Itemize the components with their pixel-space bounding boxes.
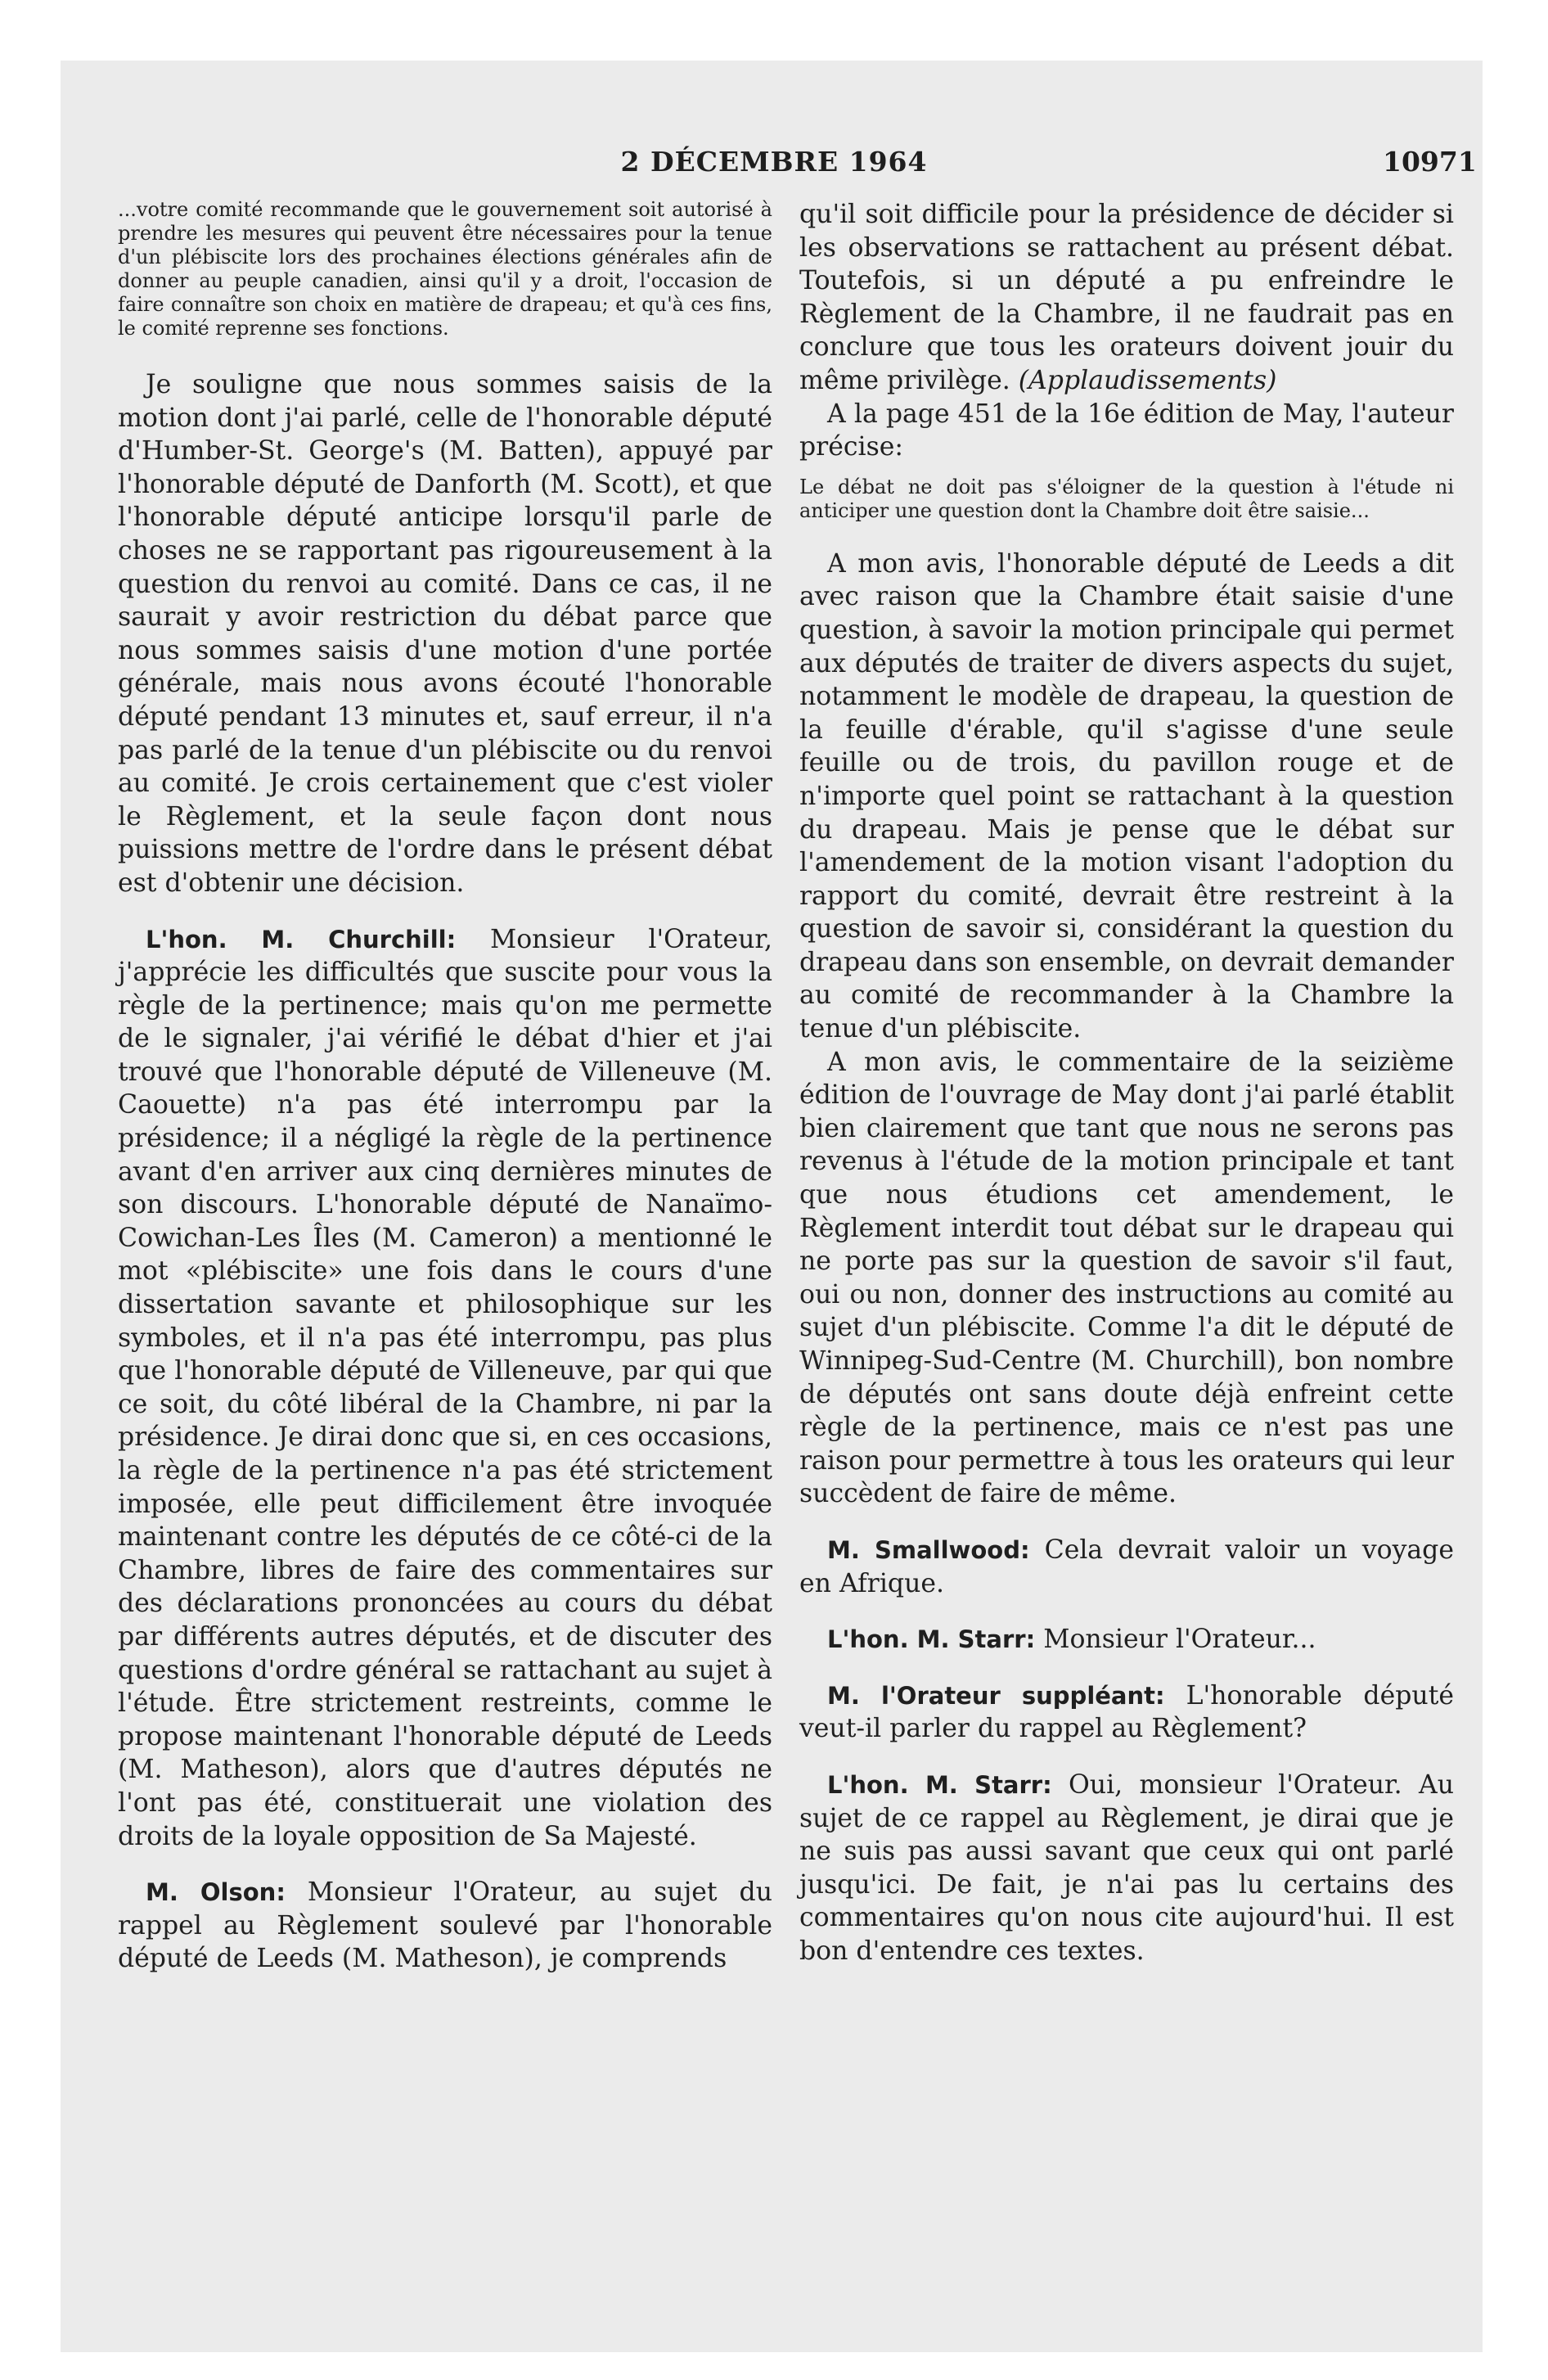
- speaker-starr-1: L'hon. M. Starr:: [827, 1625, 1036, 1654]
- paragraph-olson: [118, 1876, 772, 1976]
- paragraph-deputy-speaker: [799, 1679, 1454, 1746]
- olson-remarks: Monsieur l'Orateur, au sujet du rappel au Règlement soulevé par l'honorable député de Leeds (M. Matheson), je comprends: [118, 1877, 772, 1974]
- paragraph-may-reference: A la page 451 de la 16e édition de May, l'auteur précise:: [799, 399, 1454, 462]
- smallwood-remarks: Cela devrait valoir un voyage en Afrique.: [799, 1535, 1454, 1598]
- paragraph-opinion-leeds: A mon avis, l'honorable député de Leeds a dit avec raison que la Chambre était saisie d'une question, à savoir la motion principale qui permet aux députés de traiter de divers aspects du sujet, notamment le modèle de drapeau, la question de la feuille d'érable, qu'il s'agisse d'une seule feuille ou de trois, du pavillon rouge et de n'importe quel point se rattachant à la question du drapeau. Mais je pense que le débat sur l'amendement de la motion visant l'adoption du rapport du comité, devrait être restreint à la question de savoir si, considérant la question du drapeau dans son ensemble, on devrait demander au comité de recommander à la Chambre la tenue d'un plébiscite.: [799, 548, 1454, 1044]
- speaker-olson: M. Olson:: [146, 1878, 286, 1907]
- olson-continued-text: qu'il soit difficile pour la présidence de décider si les observations se rattachent au présent débat. Toutefois, si un député a pu enfreindre le Règlement de la Chambre, il ne faudrait pas en conclure que tous les orateurs doivent jouir du même privilège.: [799, 200, 1454, 395]
- starr-remarks-2: Oui, monsieur l'Orateur. Au sujet de ce rappel au Règlement, je dirai que je ne suis pas aussi savant que ceux qui ont parlé jusqu'ici. De fait, je n'ai pas lu certains des commentaires qu'on nous cite aujourd'hui. Il est bon d'entendre ces textes.: [799, 1769, 1454, 1966]
- paragraph-churchill: [118, 923, 772, 1854]
- speaker-starr-2: L'hon. M. Starr:: [827, 1770, 1052, 1799]
- paragraph-smallwood: [799, 1534, 1454, 1600]
- left-column: [118, 198, 772, 1976]
- churchill-remarks: Monsieur l'Orateur, j'apprécie les difficultés que suscite pour vous la règle de la pertinence; mais qu'on me permette de le signaler, j'ai vérifié le débat d'hier et j'ai trouvé que l'honorable député de Villeneuve (M. Caouette) n'a pas été interrompu par la présidence; il a négligé la règle de la pertinence avant d'en arriver aux cinq dernières minutes de son discours. L'honorable député de Nanaïmo-Cowichan-Les Îles (M. Cameron) a mentionné le mot «plébiscite» une fois dans le cours d'une dissertation savante et philosophique sur les symboles, et il n'a pas été interrompu, pas plus que l'honorable député de Villeneuve, par qui que ce soit, du côté libéral de la Chambre, ni par la présidence. Je dirai donc que si, en ces occasions, la règle de la pertinence n'a pas été strictement imposée, elle peut difficilement être invoquée maintenant contre les députés de ce côté-ci de la Chambre, libres de faire des commentaires sur des déclarations prononcées au cours du débat par différents autres députés, et de discuter des questions d'ordre général se rattachant au sujet à l'étude. Être strictement restreints, comme le propose maintenant l'honorable député de Leeds (M. Matheson), alors que d'autres députés ne l'ont pas été, constituerait une violation des droits de la loyale opposition de Sa Majesté.: [118, 924, 772, 1851]
- applause-note: (Applaudissements): [1018, 365, 1277, 395]
- paragraph-olson-continued: [799, 198, 1454, 398]
- committee-recommendation-quote: ...votre comité recommande que le gouvernement soit autorisé à prendre les mesures qui peuvent être nécessaires pour la tenue d'un plébiscite lors des prochaines élections générales afin de donner au peuple canadien, ainsi qu'il y a droit, l'occasion de faire connaître son choix en matière de drapeau; et qu'à ces fins, le comité reprenne ses fonctions.: [118, 198, 772, 340]
- starr-remarks-1: Monsieur l'Orateur...: [1035, 1625, 1316, 1655]
- paragraph-starr-1: [799, 1623, 1454, 1657]
- paragraph-starr-2: [799, 1769, 1454, 1968]
- paragraph-relevance-objection: Je souligne que nous sommes saisis de la motion dont j'ai parlé, celle de l'honorable député d'Humber-St. George's (M. Batten), appuyé par l'honorable député de Danforth (M. Scott), et que l'honorable député anticipe lorsqu'il parle de choses ne se rapportant pas rigoureusement à la question du renvoi au comité. Dans ce cas, il ne saurait y avoir restriction du débat parce que nous sommes saisis d'une motion d'une portée générale, mais nous avons écouté l'honorable député pendant 13 minutes et, sauf erreur, il n'a pas parlé de la tenue d'un plébiscite ou du renvoi au comité. Je crois certainement que c'est violer le Règlement, et la seule façon dont nous puissions mettre de l'ordre dans le présent débat est d'obtenir une décision.: [118, 370, 772, 898]
- may-quote: Le débat ne doit pas s'éloigner de la question à l'étude ni anticiper une question dont la Chambre doit être saisie...: [799, 475, 1454, 522]
- speaker-churchill: L'hon. M. Churchill:: [146, 925, 457, 953]
- paragraph-opinion-may-commentary: A mon avis, le commentaire de la seizième édition de l'ouvrage de May dont j'ai parlé établit bien clairement que tant que nous ne serons pas revenus à l'étude de la motion principale et tant que nous étudions cet amendement, le Règlement interdit tout débat sur le drapeau qui ne porte pas sur la question de savoir s'il faut, oui ou non, donner des instructions au comité au sujet d'un plébiscite. Comme l'a dit le député de Winnipeg-Sud-Centre (M. Churchill), bon nombre de députés ont sans doute déjà enfreint cette règle de la pertinence, mais ce n'est pas une raison pour permettre à tous les orateurs qui leur succèdent de faire de même.: [799, 1047, 1454, 1509]
- right-column: [799, 198, 1454, 1968]
- page-number: 10971: [1383, 146, 1477, 178]
- page-date: 2 DÉCEMBRE 1964: [620, 146, 928, 178]
- speaker-deputy-speaker: M. l'Orateur suppléant:: [827, 1681, 1165, 1710]
- deputy-speaker-remarks: L'honorable député veut-il parler du rappel au Règlement?: [799, 1680, 1454, 1744]
- speaker-smallwood: M. Smallwood:: [827, 1535, 1030, 1564]
